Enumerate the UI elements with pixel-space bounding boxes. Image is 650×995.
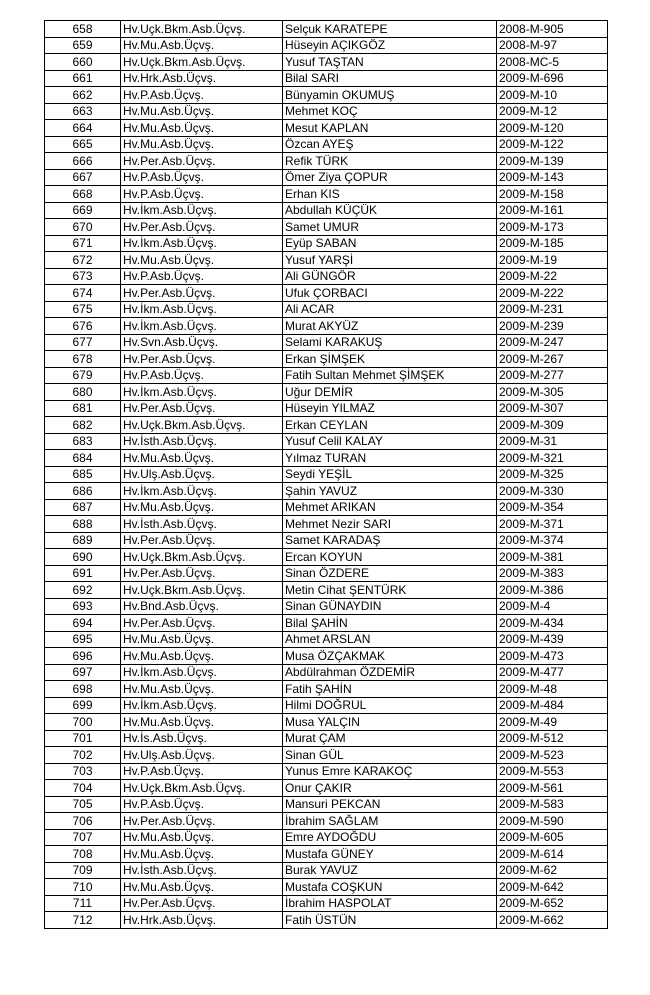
row-number-cell: 660 (45, 54, 121, 71)
row-number-cell: 695 (45, 631, 121, 648)
registry-code-cell: 2009-M-143 (497, 169, 608, 186)
table-row (45, 268, 608, 285)
table-row (45, 120, 608, 137)
registry-code-cell: 2009-M-239 (497, 318, 608, 335)
registry-code-cell: 2009-M-652 (497, 895, 608, 912)
registry-code-cell: 2009-M-321 (497, 450, 608, 467)
row-number-cell: 708 (45, 846, 121, 863)
registry-code-cell: 2009-M-19 (497, 252, 608, 269)
table-row (45, 235, 608, 252)
rank-branch-cell: Hv.Mu.Asb.Üçvş. (121, 631, 283, 648)
full-name-cell: Samet KARADAŞ (283, 532, 497, 549)
table-row (45, 417, 608, 434)
table-row (45, 813, 608, 830)
row-number-cell: 699 (45, 697, 121, 714)
rank-branch-cell: Hv.İs.Asb.Üçvş. (121, 730, 283, 747)
table-row (45, 912, 608, 929)
rank-branch-cell: Hv.İkm.Asb.Üçvş. (121, 664, 283, 681)
full-name-cell: Abdullah KÜÇÜK (283, 202, 497, 219)
table-row (45, 103, 608, 120)
table-row (45, 285, 608, 302)
full-name-cell: Yılmaz TURAN (283, 450, 497, 467)
row-number-cell: 670 (45, 219, 121, 236)
row-number-cell: 710 (45, 879, 121, 896)
row-number-cell: 683 (45, 433, 121, 450)
table-row (45, 615, 608, 632)
table-row (45, 631, 608, 648)
row-number-cell: 712 (45, 912, 121, 929)
full-name-cell: Ahmet ARSLAN (283, 631, 497, 648)
registry-code-cell: 2008-M-97 (497, 37, 608, 54)
rank-branch-cell: Hv.Per.Asb.Üçvş. (121, 400, 283, 417)
registry-code-cell: 2009-M-696 (497, 70, 608, 87)
full-name-cell: Erhan KIS (283, 186, 497, 203)
registry-code-cell: 2009-M-305 (497, 384, 608, 401)
rank-branch-cell: Hv.Mu.Asb.Üçvş. (121, 37, 283, 54)
row-number-cell: 696 (45, 648, 121, 665)
row-number-cell: 697 (45, 664, 121, 681)
row-number-cell: 692 (45, 582, 121, 599)
rank-branch-cell: Hv.Mu.Asb.Üçvş. (121, 879, 283, 896)
table-row (45, 169, 608, 186)
table-row (45, 796, 608, 813)
row-number-cell: 687 (45, 499, 121, 516)
row-number-cell: 688 (45, 516, 121, 533)
rank-branch-cell: Hv.Bnd.Asb.Üçvş. (121, 598, 283, 615)
registry-code-cell: 2009-M-22 (497, 268, 608, 285)
rank-branch-cell: Hv.Per.Asb.Üçvş. (121, 532, 283, 549)
registry-code-cell: 2009-M-49 (497, 714, 608, 731)
rank-branch-cell: Hv.P.Asb.Üçvş. (121, 268, 283, 285)
registry-code-cell: 2009-M-583 (497, 796, 608, 813)
table-row (45, 763, 608, 780)
rank-branch-cell: Hv.Ulş.Asb.Üçvş. (121, 747, 283, 764)
full-name-cell: Eyüp SABAN (283, 235, 497, 252)
row-number-cell: 665 (45, 136, 121, 153)
registry-code-cell: 2009-M-383 (497, 565, 608, 582)
full-name-cell: Selçuk KARATEPE (283, 21, 497, 38)
rank-branch-cell: Hv.Hrk.Asb.Üçvş. (121, 912, 283, 929)
registry-code-cell: 2008-M-905 (497, 21, 608, 38)
row-number-cell: 711 (45, 895, 121, 912)
registry-code-cell: 2009-M-31 (497, 433, 608, 450)
table-row (45, 433, 608, 450)
row-number-cell: 675 (45, 301, 121, 318)
registry-code-cell: 2009-M-48 (497, 681, 608, 698)
row-number-cell: 684 (45, 450, 121, 467)
rank-branch-cell: Hv.Mu.Asb.Üçvş. (121, 120, 283, 137)
registry-code-cell: 2009-M-642 (497, 879, 608, 896)
rank-branch-cell: Hv.Mu.Asb.Üçvş. (121, 252, 283, 269)
row-number-cell: 671 (45, 235, 121, 252)
rank-branch-cell: Hv.Per.Asb.Üçvş. (121, 351, 283, 368)
full-name-cell: Musa YALÇIN (283, 714, 497, 731)
registry-code-cell: 2009-M-325 (497, 466, 608, 483)
row-number-cell: 672 (45, 252, 121, 269)
row-number-cell: 702 (45, 747, 121, 764)
registry-code-cell: 2009-M-139 (497, 153, 608, 170)
rank-branch-cell: Hv.P.Asb.Üçvş. (121, 169, 283, 186)
full-name-cell: Erkan CEYLAN (283, 417, 497, 434)
rank-branch-cell: Hv.İsth.Asb.Üçvş. (121, 862, 283, 879)
full-name-cell: Yunus Emre KARAKOÇ (283, 763, 497, 780)
table-row (45, 648, 608, 665)
table-row (45, 516, 608, 533)
rank-branch-cell: Hv.İkm.Asb.Üçvş. (121, 384, 283, 401)
table-row (45, 301, 608, 318)
registry-code-cell: 2009-M-371 (497, 516, 608, 533)
registry-code-cell: 2009-M-120 (497, 120, 608, 137)
table-row (45, 186, 608, 203)
full-name-cell: Emre AYDOĞDU (283, 829, 497, 846)
full-name-cell: Özcan AYEŞ (283, 136, 497, 153)
row-number-cell: 706 (45, 813, 121, 830)
full-name-cell: Seydi YEŞİL (283, 466, 497, 483)
registry-code-cell: 2009-M-523 (497, 747, 608, 764)
full-name-cell: İbrahim HASPOLAT (283, 895, 497, 912)
table-row (45, 21, 608, 38)
row-number-cell: 707 (45, 829, 121, 846)
full-name-cell: Hüseyin AÇIKGÖZ (283, 37, 497, 54)
table-row (45, 450, 608, 467)
rank-branch-cell: Hv.Uçk.Bkm.Asb.Üçvş. (121, 549, 283, 566)
registry-code-cell: 2009-M-277 (497, 367, 608, 384)
full-name-cell: Ercan KOYUN (283, 549, 497, 566)
personnel-table (44, 20, 608, 929)
registry-code-cell: 2009-M-4 (497, 598, 608, 615)
rank-branch-cell: Hv.Per.Asb.Üçvş. (121, 565, 283, 582)
row-number-cell: 694 (45, 615, 121, 632)
row-number-cell: 679 (45, 367, 121, 384)
rank-branch-cell: Hv.Mu.Asb.Üçvş. (121, 648, 283, 665)
registry-code-cell: 2009-M-590 (497, 813, 608, 830)
registry-code-cell: 2009-M-605 (497, 829, 608, 846)
full-name-cell: Yusuf Celil KALAY (283, 433, 497, 450)
full-name-cell: Fatih ÜSTÜN (283, 912, 497, 929)
table-row (45, 499, 608, 516)
full-name-cell: Metin Cihat ŞENTÜRK (283, 582, 497, 599)
registry-code-cell: 2009-M-62 (497, 862, 608, 879)
rank-branch-cell: Hv.İsth.Asb.Üçvş. (121, 516, 283, 533)
full-name-cell: Mehmet Nezir SARI (283, 516, 497, 533)
registry-code-cell: 2009-M-473 (497, 648, 608, 665)
registry-code-cell: 2009-M-307 (497, 400, 608, 417)
registry-code-cell: 2009-M-12 (497, 103, 608, 120)
full-name-cell: Bilal ŞAHİN (283, 615, 497, 632)
row-number-cell: 701 (45, 730, 121, 747)
rank-branch-cell: Hv.P.Asb.Üçvş. (121, 87, 283, 104)
full-name-cell: Mansuri PEKCAN (283, 796, 497, 813)
row-number-cell: 674 (45, 285, 121, 302)
rank-branch-cell: Hv.Per.Asb.Üçvş. (121, 615, 283, 632)
rank-branch-cell: Hv.İkm.Asb.Üçvş. (121, 202, 283, 219)
table-row (45, 846, 608, 863)
registry-code-cell: 2009-M-222 (497, 285, 608, 302)
full-name-cell: Sinan GÜL (283, 747, 497, 764)
registry-code-cell: 2009-M-354 (497, 499, 608, 516)
registry-code-cell: 2009-M-185 (497, 235, 608, 252)
full-name-cell: Hilmi DOĞRUL (283, 697, 497, 714)
rank-branch-cell: Hv.Mu.Asb.Üçvş. (121, 846, 283, 863)
registry-code-cell: 2009-M-512 (497, 730, 608, 747)
rank-branch-cell: Hv.İkm.Asb.Üçvş. (121, 483, 283, 500)
table-row (45, 780, 608, 797)
rank-branch-cell: Hv.İkm.Asb.Üçvş. (121, 697, 283, 714)
row-number-cell: 704 (45, 780, 121, 797)
table-row (45, 532, 608, 549)
registry-code-cell: 2009-M-10 (497, 87, 608, 104)
rank-branch-cell: Hv.İsth.Asb.Üçvş. (121, 433, 283, 450)
full-name-cell: Mustafa GÜNEY (283, 846, 497, 863)
table-row (45, 582, 608, 599)
registry-code-cell: 2009-M-381 (497, 549, 608, 566)
full-name-cell: Ali ACAR (283, 301, 497, 318)
table-row (45, 466, 608, 483)
table-row (45, 136, 608, 153)
table-row (45, 153, 608, 170)
rank-branch-cell: Hv.İkm.Asb.Üçvş. (121, 318, 283, 335)
rank-branch-cell: Hv.Mu.Asb.Üçvş. (121, 681, 283, 698)
rank-branch-cell: Hv.İkm.Asb.Üçvş. (121, 235, 283, 252)
table-row (45, 384, 608, 401)
row-number-cell: 658 (45, 21, 121, 38)
row-number-cell: 667 (45, 169, 121, 186)
rank-branch-cell: Hv.Per.Asb.Üçvş. (121, 153, 283, 170)
row-number-cell: 690 (45, 549, 121, 566)
row-number-cell: 681 (45, 400, 121, 417)
row-number-cell: 698 (45, 681, 121, 698)
full-name-cell: Mehmet KOÇ (283, 103, 497, 120)
registry-code-cell: 2008-MC-5 (497, 54, 608, 71)
full-name-cell: Mesut KAPLAN (283, 120, 497, 137)
full-name-cell: Bünyamin OKUMUŞ (283, 87, 497, 104)
full-name-cell: İbrahim SAĞLAM (283, 813, 497, 830)
registry-code-cell: 2009-M-122 (497, 136, 608, 153)
rank-branch-cell: Hv.Per.Asb.Üçvş. (121, 895, 283, 912)
row-number-cell: 661 (45, 70, 121, 87)
table-row (45, 549, 608, 566)
rank-branch-cell: Hv.Hrk.Asb.Üçvş. (121, 70, 283, 87)
registry-code-cell: 2009-M-614 (497, 846, 608, 863)
full-name-cell: Selami KARAKUŞ (283, 334, 497, 351)
table-row (45, 879, 608, 896)
row-number-cell: 700 (45, 714, 121, 731)
row-number-cell: 689 (45, 532, 121, 549)
registry-code-cell: 2009-M-386 (497, 582, 608, 599)
table-row (45, 565, 608, 582)
row-number-cell: 686 (45, 483, 121, 500)
row-number-cell: 709 (45, 862, 121, 879)
full-name-cell: Uğur DEMİR (283, 384, 497, 401)
row-number-cell: 664 (45, 120, 121, 137)
table-row (45, 367, 608, 384)
row-number-cell: 662 (45, 87, 121, 104)
rank-branch-cell: Hv.Mu.Asb.Üçvş. (121, 450, 283, 467)
row-number-cell: 677 (45, 334, 121, 351)
table-row (45, 351, 608, 368)
row-number-cell: 680 (45, 384, 121, 401)
full-name-cell: Sinan ÖZDERE (283, 565, 497, 582)
full-name-cell: Musa ÖZÇAKMAK (283, 648, 497, 665)
rank-branch-cell: Hv.P.Asb.Üçvş. (121, 186, 283, 203)
row-number-cell: 673 (45, 268, 121, 285)
table-row (45, 37, 608, 54)
full-name-cell: Murat ÇAM (283, 730, 497, 747)
registry-code-cell: 2009-M-561 (497, 780, 608, 797)
registry-code-cell: 2009-M-173 (497, 219, 608, 236)
full-name-cell: Yusuf YARŞİ (283, 252, 497, 269)
table-row (45, 747, 608, 764)
full-name-cell: Bilal SARI (283, 70, 497, 87)
full-name-cell: Samet UMUR (283, 219, 497, 236)
full-name-cell: Murat AKYÜZ (283, 318, 497, 335)
row-number-cell: 682 (45, 417, 121, 434)
full-name-cell: Şahin YAVUZ (283, 483, 497, 500)
rank-branch-cell: Hv.Mu.Asb.Üçvş. (121, 103, 283, 120)
registry-code-cell: 2009-M-662 (497, 912, 608, 929)
full-name-cell: Abdülrahman ÖZDEMİR (283, 664, 497, 681)
rank-branch-cell: Hv.Uçk.Bkm.Asb.Üçvş. (121, 21, 283, 38)
full-name-cell: Fatih Sultan Mehmet ŞİMŞEK (283, 367, 497, 384)
full-name-cell: Hüseyin YILMAZ (283, 400, 497, 417)
table-row (45, 202, 608, 219)
rank-branch-cell: Hv.Svn.Asb.Üçvş. (121, 334, 283, 351)
table-row (45, 681, 608, 698)
table-row (45, 697, 608, 714)
registry-code-cell: 2009-M-374 (497, 532, 608, 549)
rank-branch-cell: Hv.Mu.Asb.Üçvş. (121, 136, 283, 153)
rank-branch-cell: Hv.P.Asb.Üçvş. (121, 796, 283, 813)
row-number-cell: 705 (45, 796, 121, 813)
full-name-cell: Mehmet ARIKAN (283, 499, 497, 516)
rank-branch-cell: Hv.Per.Asb.Üçvş. (121, 285, 283, 302)
table-row (45, 87, 608, 104)
table-row (45, 483, 608, 500)
full-name-cell: Yusuf TAŞTAN (283, 54, 497, 71)
table-row (45, 219, 608, 236)
rank-branch-cell: Hv.Per.Asb.Üçvş. (121, 219, 283, 236)
registry-code-cell: 2009-M-267 (497, 351, 608, 368)
full-name-cell: Onur ÇAKIR (283, 780, 497, 797)
full-name-cell: Refik TÜRK (283, 153, 497, 170)
table-row (45, 252, 608, 269)
rank-branch-cell: Hv.Uçk.Bkm.Asb.Üçvş. (121, 54, 283, 71)
registry-code-cell: 2009-M-158 (497, 186, 608, 203)
table-row (45, 400, 608, 417)
table-row (45, 598, 608, 615)
full-name-cell: Erkan ŞİMŞEK (283, 351, 497, 368)
row-number-cell: 663 (45, 103, 121, 120)
row-number-cell: 659 (45, 37, 121, 54)
row-number-cell: 703 (45, 763, 121, 780)
full-name-cell: Fatih ŞAHİN (283, 681, 497, 698)
registry-code-cell: 2009-M-439 (497, 631, 608, 648)
registry-code-cell: 2009-M-309 (497, 417, 608, 434)
registry-code-cell: 2009-M-484 (497, 697, 608, 714)
table-row (45, 70, 608, 87)
full-name-cell: Ufuk ÇORBACI (283, 285, 497, 302)
row-number-cell: 693 (45, 598, 121, 615)
rank-branch-cell: Hv.Per.Asb.Üçvş. (121, 813, 283, 830)
rank-branch-cell: Hv.Mu.Asb.Üçvş. (121, 714, 283, 731)
table-row (45, 862, 608, 879)
rank-branch-cell: Hv.İkm.Asb.Üçvş. (121, 301, 283, 318)
full-name-cell: Burak YAVUZ (283, 862, 497, 879)
rank-branch-cell: Hv.Ulş.Asb.Üçvş. (121, 466, 283, 483)
rank-branch-cell: Hv.Mu.Asb.Üçvş. (121, 499, 283, 516)
full-name-cell: Ali GÜNGÖR (283, 268, 497, 285)
full-name-cell: Mustafa COŞKUN (283, 879, 497, 896)
row-number-cell: 691 (45, 565, 121, 582)
row-number-cell: 668 (45, 186, 121, 203)
rank-branch-cell: Hv.Uçk.Bkm.Asb.Üçvş. (121, 417, 283, 434)
row-number-cell: 669 (45, 202, 121, 219)
registry-code-cell: 2009-M-434 (497, 615, 608, 632)
table-row (45, 664, 608, 681)
rank-branch-cell: Hv.P.Asb.Üçvş. (121, 763, 283, 780)
rank-branch-cell: Hv.P.Asb.Üçvş. (121, 367, 283, 384)
row-number-cell: 678 (45, 351, 121, 368)
rank-branch-cell: Hv.Mu.Asb.Üçvş. (121, 829, 283, 846)
rank-branch-cell: Hv.Uçk.Bkm.Asb.Üçvş. (121, 780, 283, 797)
table-row (45, 318, 608, 335)
registry-code-cell: 2009-M-161 (497, 202, 608, 219)
registry-code-cell: 2009-M-330 (497, 483, 608, 500)
row-number-cell: 685 (45, 466, 121, 483)
rank-branch-cell: Hv.Uçk.Bkm.Asb.Üçvş. (121, 582, 283, 599)
full-name-cell: Ömer Ziya ÇOPUR (283, 169, 497, 186)
row-number-cell: 676 (45, 318, 121, 335)
registry-code-cell: 2009-M-477 (497, 664, 608, 681)
registry-code-cell: 2009-M-247 (497, 334, 608, 351)
table-row (45, 829, 608, 846)
registry-code-cell: 2009-M-553 (497, 763, 608, 780)
full-name-cell: Sinan GÜNAYDIN (283, 598, 497, 615)
table-row (45, 730, 608, 747)
row-number-cell: 666 (45, 153, 121, 170)
table-row (45, 714, 608, 731)
table-row (45, 54, 608, 71)
registry-code-cell: 2009-M-231 (497, 301, 608, 318)
table-row (45, 334, 608, 351)
table-row (45, 895, 608, 912)
